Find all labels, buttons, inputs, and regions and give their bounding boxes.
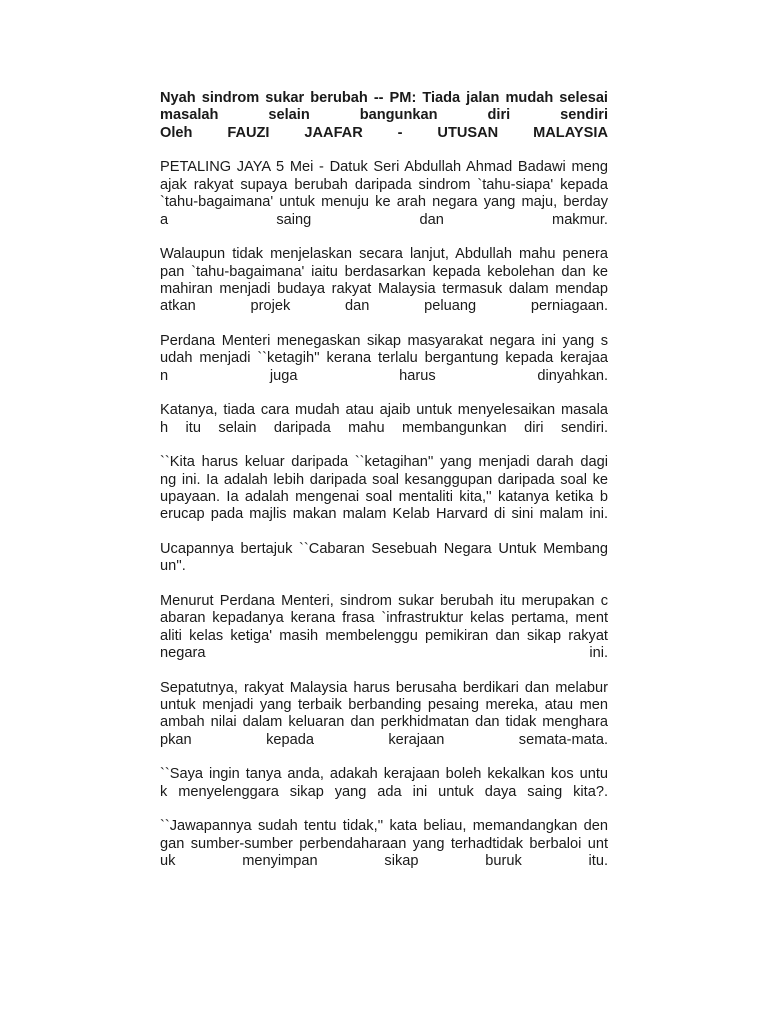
- paragraph: [160, 454, 608, 524]
- text-line: aliti kelas ketiga' masih membelenggu pemikiran dan sikap rakyat: [160, 627, 608, 644]
- text-line: Perdana Menteri menegaskan sikap masyarakat negara ini yang s: [160, 332, 608, 349]
- article-body: [160, 90, 608, 888]
- text-line: Walaupun tidak menjelaskan secara lanjut, Abdullah mahu penera: [160, 246, 608, 263]
- paragraph: [160, 159, 608, 229]
- paragraph: [160, 402, 608, 437]
- text-line: erucap pada majlis makan malam Kelab Harvard di sini malam ini.: [160, 506, 608, 523]
- text-line: ``Kita harus keluar daripada ``ketagihan'' yang menjadi darah dagi: [160, 454, 608, 471]
- text-line: n juga harus dinyahkan.: [160, 367, 608, 384]
- text-line: untuk menjadi yang terbaik berbanding pesaing mereka, atau men: [160, 697, 608, 714]
- text-line: negara ini.: [160, 645, 608, 662]
- text-line: Katanya, tiada cara mudah atau ajaib untuk menyelesaikan masala: [160, 402, 608, 419]
- text-line: PETALING JAYA 5 Mei - Datuk Seri Abdullah Ahmad Badawi meng: [160, 159, 608, 176]
- paragraph: [160, 680, 608, 750]
- text-line: mahiran menjadi budaya rakyat Malaysia termasuk dalam mendap: [160, 280, 608, 297]
- text-line: atkan projek dan peluang perniagaan.: [160, 298, 608, 315]
- text-line: ambah nilai dalam keluaran dan perkhidmatan dan tidak menghara: [160, 714, 608, 731]
- article-headline: [160, 90, 608, 142]
- headline-line: masalah selain bangunkan diri sendiri: [160, 107, 608, 124]
- text-line: Sepatutnya, rakyat Malaysia harus berusaha berdikari dan melabur: [160, 679, 608, 696]
- text-line: un''.: [160, 558, 186, 575]
- text-line: ajak rakyat supaya berubah daripada sindrom `tahu-siapa' kepada: [160, 176, 608, 193]
- text-line: Menurut Perdana Menteri, sindrom sukar berubah itu merupakan c: [160, 592, 608, 609]
- text-line: gan sumber-sumber perbendaharaan yang terhadtidak berbaloi unt: [160, 835, 608, 852]
- text-line: h itu selain daripada mahu membangunkan diri sendiri.: [160, 419, 608, 436]
- text-line: upayaan. Ia adalah mengenai soal mentaliti kita,'' katanya ketika b: [160, 488, 608, 505]
- text-line: ``Jawapannya sudah tentu tidak,'' kata beliau, memandangkan den: [160, 818, 608, 835]
- paragraph: [160, 246, 608, 316]
- text-line: ng ini. Ia adalah lebih daripada soal kesanggupan daripada soal ke: [160, 471, 608, 488]
- text-line: a saing dan makmur.: [160, 211, 608, 228]
- paragraph: [160, 541, 608, 576]
- byline: Oleh FAUZI JAAFAR - UTUSAN MALAYSIA: [160, 124, 608, 141]
- text-line: k menyelenggara sikap yang ada ini untuk daya saing kita?.: [160, 783, 608, 800]
- text-line: uk menyimpan sikap buruk itu.: [160, 853, 608, 870]
- paragraph: [160, 333, 608, 385]
- text-line: ``Saya ingin tanya anda, adakah kerajaan boleh kekalkan kos untu: [160, 766, 608, 783]
- text-line: abaran kepadanya kerana frasa `infrastruktur kelas pertama, ment: [160, 610, 608, 627]
- paragraph: [160, 766, 608, 801]
- headline-line: Nyah sindrom sukar berubah -- PM: Tiada jalan mudah selesai: [160, 90, 608, 106]
- text-line: `tahu-bagaimana' untuk menuju ke arah negara yang maju, berday: [160, 194, 608, 211]
- paragraph: [160, 818, 608, 870]
- text-line: udah menjadi ``ketagih'' kerana terlalu bergantung kepada kerajaa: [160, 350, 608, 367]
- paragraph: [160, 593, 608, 663]
- text-line: Ucapannya bertajuk ``Cabaran Sesebuah Negara Untuk Membang: [160, 540, 608, 557]
- text-line: pkan kepada kerajaan semata-mata.: [160, 731, 608, 748]
- text-line: pan `tahu-bagaimana' iaitu berdasarkan kepada kebolehan dan ke: [160, 263, 608, 280]
